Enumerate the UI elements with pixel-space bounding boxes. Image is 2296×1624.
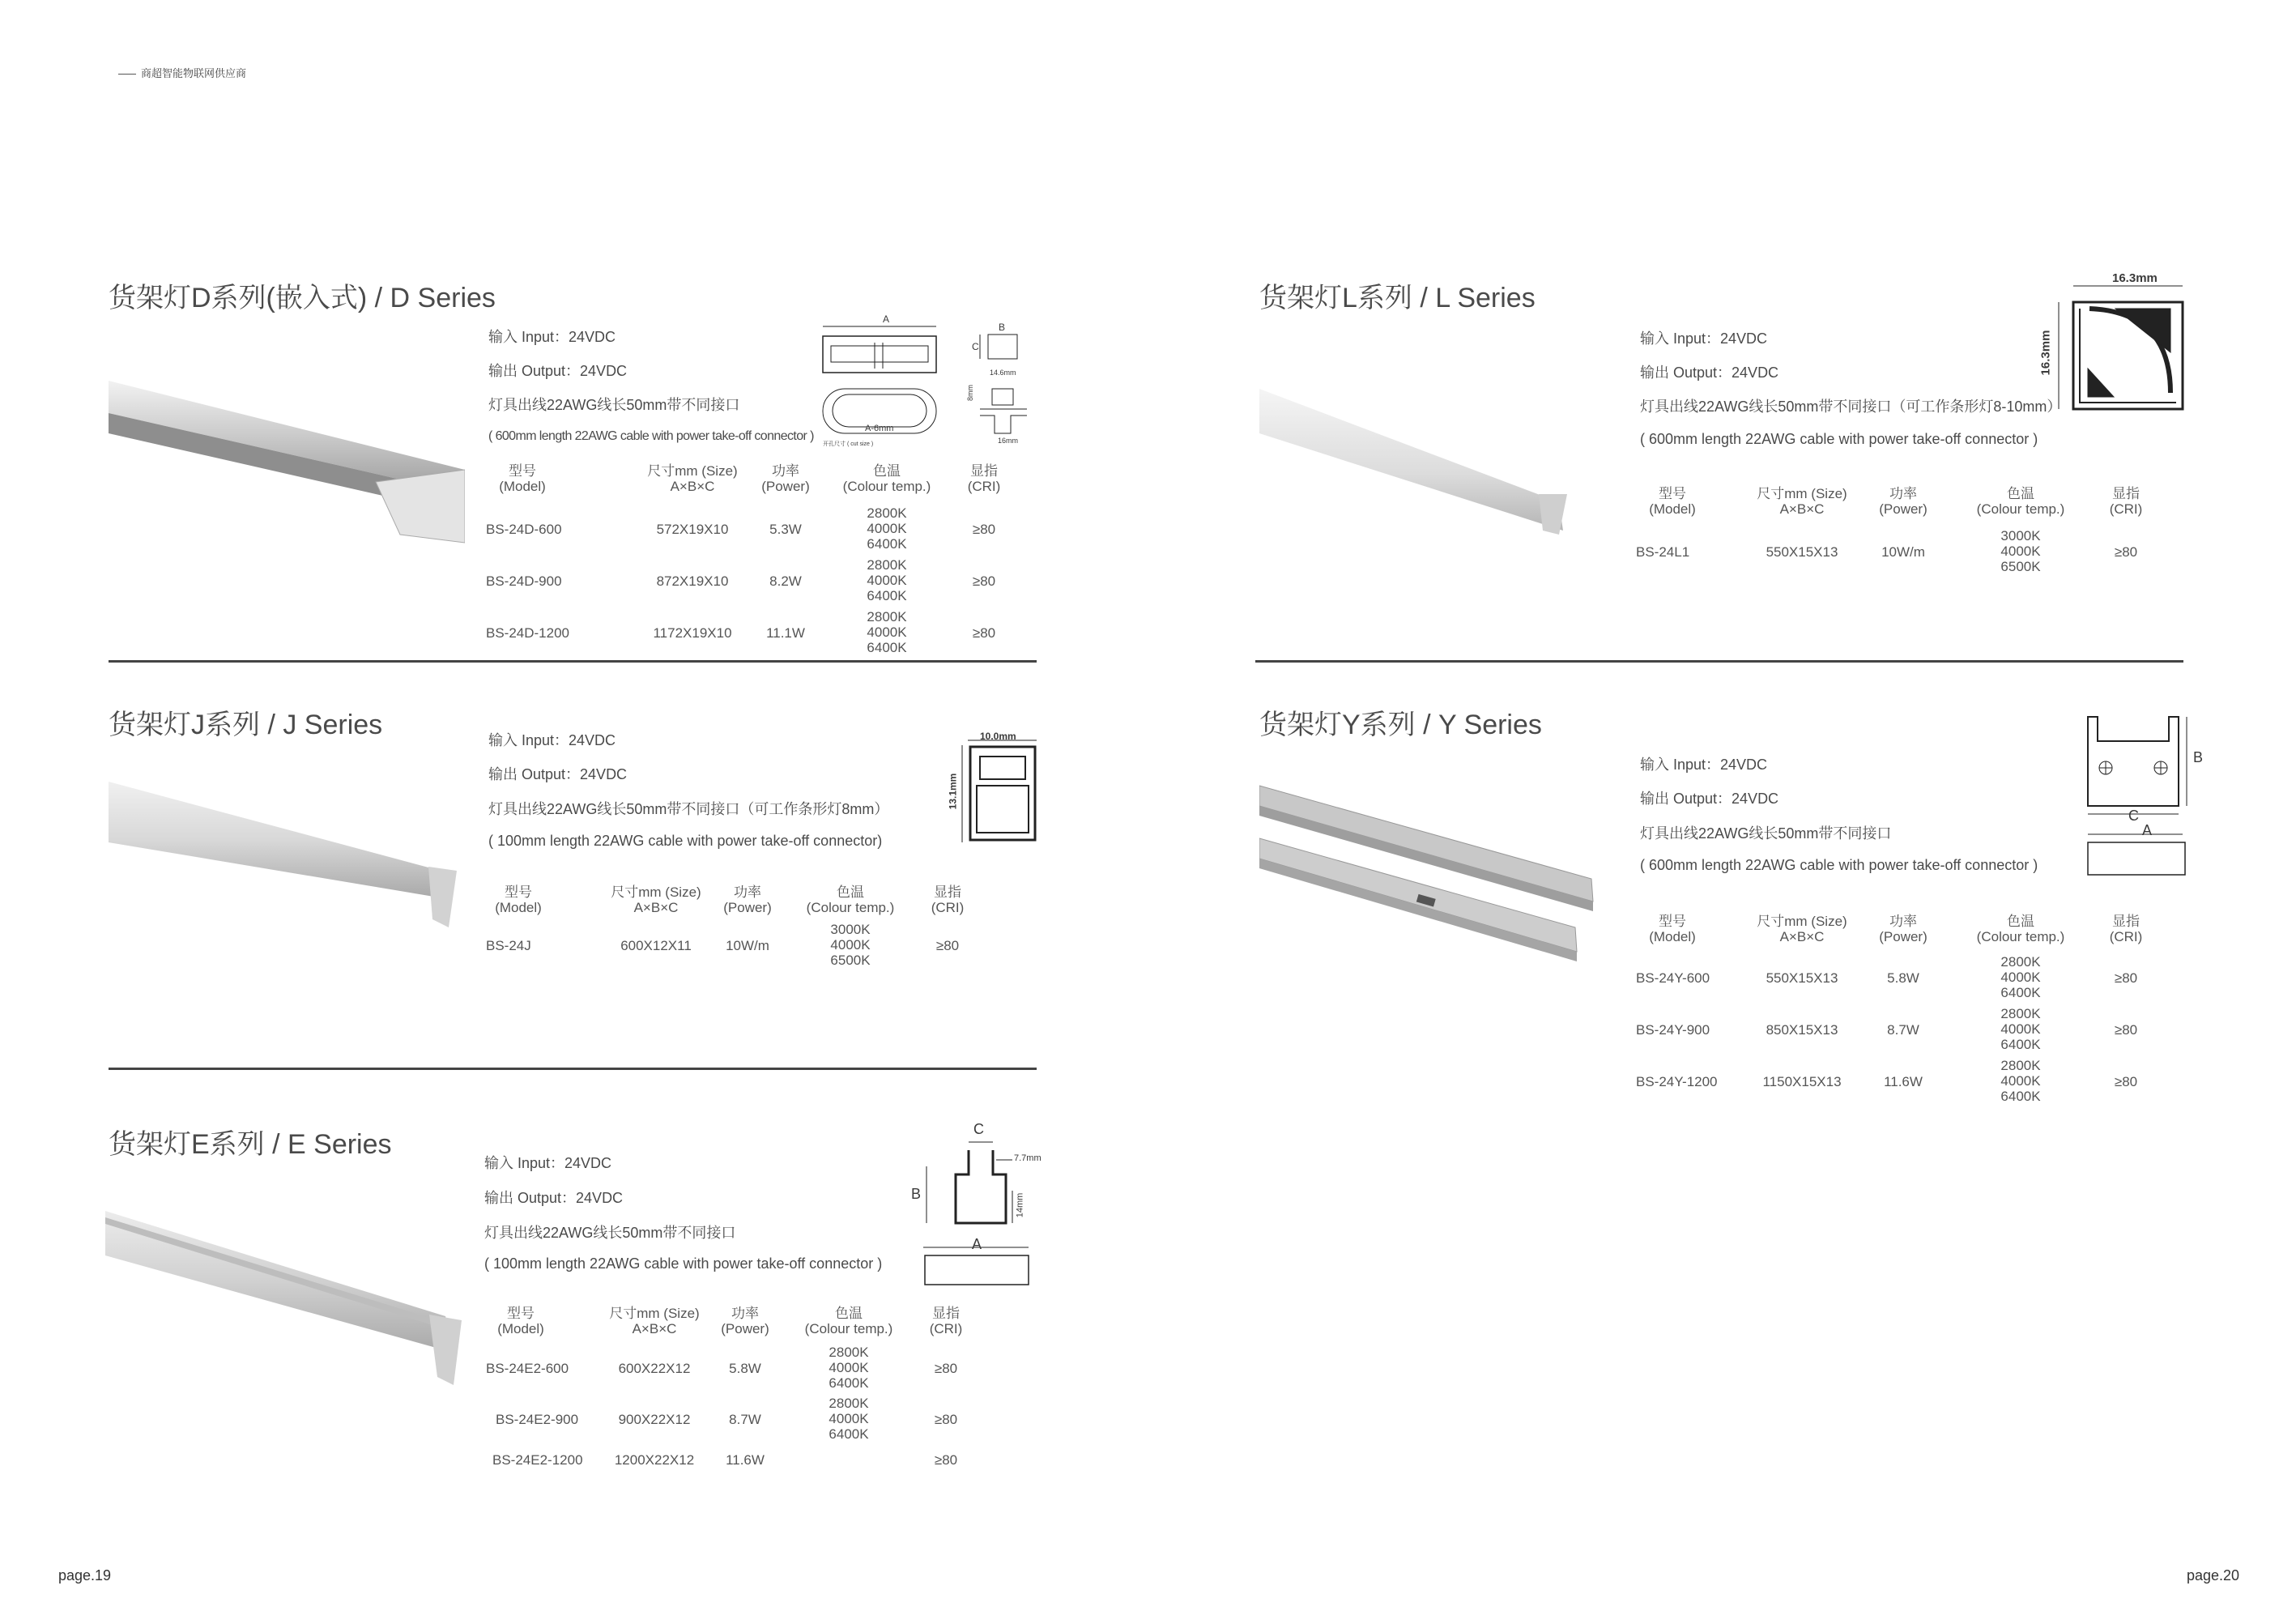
- d-section-divider: [109, 660, 1037, 663]
- j-series-product-image: [109, 782, 457, 944]
- l-spec-cable: 灯具出线22AWG线长50mm带不同接口（可工作条形灯8-10mm）: [1640, 399, 2062, 415]
- e-diagram-label-height: 14mm: [1015, 1192, 1025, 1218]
- e-spec-cable: 灯具出线22AWG线长50mm带不同接口: [484, 1225, 736, 1241]
- e-spec-input: 输入 Input：24VDC: [484, 1155, 612, 1171]
- j-spec-output: 输出 Output：24VDC: [488, 766, 628, 782]
- e-diagram-label-c: C: [973, 1121, 984, 1137]
- l-series-diagram: [2038, 271, 2195, 421]
- e-series-title: 货架灯E系列 / E Series: [109, 1129, 392, 1160]
- d-series-product-image: [109, 373, 465, 567]
- j-spec-input: 输入 Input：24VDC: [488, 732, 616, 748]
- j-spec-cable: 灯具出线22AWG线长50mm带不同接口（可工作条形灯8mm）: [488, 801, 889, 817]
- y-series-diagram: [2081, 713, 2211, 891]
- table-row: BS-24J 600X12X11 10W/m 3000K 4000K 6500K ≥80: [486, 922, 960, 968]
- table-row: BS-24E2-600 600X22X12 5.8W 2800K 4000K 6400K ≥80: [486, 1345, 958, 1391]
- y-diagram-label-b: B: [2193, 749, 2204, 765]
- d-diagram-label-height: 8mm: [966, 385, 974, 401]
- l-spec-cable-en: ( 600mm length 22AWG cable with power take-off connector ): [1640, 431, 2038, 447]
- d-series-diagram: [818, 313, 1053, 454]
- d-spec-input: 输入 Input：24VDC: [488, 329, 616, 345]
- j-table-header: 型号 (Model) 尺寸mm (Size) A×B×C 功率 (Power) 色温 (Colour temp.) 显指 (CRI): [495, 884, 965, 915]
- d-diagram-note: 开孔尺寸 ( cut size ): [823, 441, 874, 447]
- j-section-divider: [109, 1068, 1037, 1070]
- d-spec-cable: 灯具出线22AWG线长50mm带不同接口: [488, 397, 740, 413]
- e-diagram-label-a: A: [972, 1236, 982, 1252]
- brand-line: 商超智能物联网供应商: [118, 65, 246, 80]
- y-spec-input: 输入 Input：24VDC: [1640, 757, 1768, 773]
- table-row: BS-24Y-900 850X15X13 8.7W 2800K 4000K 6400K ≥80: [1636, 1006, 2138, 1052]
- l-table-header: 型号 (Model) 尺寸mm (Size) A×B×C 功率 (Power) 色温 (Colour temp.) 显指 (CRI): [1649, 486, 2143, 517]
- table-row: BS-24Y-600 550X15X13 5.8W 2800K 4000K 6400K ≥80: [1636, 954, 2138, 1000]
- l-diagram-label-height: 16.3mm: [2038, 330, 2053, 376]
- table-row: BS-24E2-1200 1200X22X12 11.6W ≥80: [492, 1452, 958, 1468]
- d-series-title: 货架灯D系列(嵌入式) / D Series: [109, 283, 496, 313]
- e-spec-cable-en: ( 100mm length 22AWG cable with power take-off connector ): [484, 1255, 883, 1272]
- y-series-product-image: [1259, 782, 1600, 984]
- d-spec-output: 输出 Output：24VDC: [488, 363, 628, 379]
- l-diagram-label-width: 16.3mm: [2112, 271, 2158, 285]
- table-row: BS-24D-600 572X19X10 5.3W 2800K 4000K 6400K ≥80: [486, 505, 996, 552]
- d-diagram-label-b: B: [999, 322, 1006, 333]
- y-series-title: 货架灯Y系列 / Y Series: [1259, 710, 1542, 740]
- d-diagram-label-width: 14.6mm: [990, 369, 1016, 377]
- e-diagram-label-b: B: [911, 1186, 922, 1202]
- table-row: BS-24E2-900 900X22X12 8.7W 2800K 4000K 6400K ≥80: [496, 1396, 958, 1442]
- j-spec-cable-en: ( 100mm length 22AWG cable with power take-off connector): [488, 833, 883, 849]
- table-row: BS-24D-1200 1172X19X10 11.1W 2800K 4000K 6400K ≥80: [486, 609, 996, 655]
- d-diagram-label-a6: A-6mm: [865, 424, 894, 433]
- y-table-header: 型号 (Model) 尺寸mm (Size) A×B×C 功率 (Power) 色温 (Colour temp.) 显指 (CRI): [1649, 914, 2143, 944]
- page-number-right: page.20: [2187, 1567, 2240, 1584]
- d-diagram-label-c: C: [972, 341, 979, 352]
- d-table-header: 型号 (Model) 尺寸mm (Size) A×B×C 功率 (Power) 色温 (Colour temp.) 显指 (CRI): [499, 463, 1001, 494]
- y-diagram-label-c: C: [2128, 808, 2139, 824]
- j-series-title: 货架灯J系列 / J Series: [109, 710, 383, 740]
- l-series-title: 货架灯L系列 / L Series: [1259, 283, 1536, 313]
- e-diagram-label-width: 7.7mm: [1014, 1153, 1042, 1163]
- page-number-left: page.19: [58, 1567, 112, 1584]
- j-series-diagram: [931, 729, 1045, 855]
- e-table-header: 型号 (Model) 尺寸mm (Size) A×B×C 功率 (Power) 色温 (Colour temp.) 显指 (CRI): [497, 1306, 963, 1336]
- d-diagram-label-a: A: [883, 313, 890, 325]
- y-diagram-label-a: A: [2142, 822, 2153, 838]
- l-series-product-image: [1259, 381, 1567, 543]
- table-row: BS-24Y-1200 1150X15X13 11.6W 2800K 4000K 6400K ≥80: [1636, 1058, 2138, 1104]
- j-diagram-label-height: 13.1mm: [947, 773, 959, 810]
- e-series-diagram: [911, 1121, 1045, 1300]
- y-spec-cable-en: ( 600mm length 22AWG cable with power take-off connector ): [1640, 857, 2038, 873]
- l-spec-output: 输出 Output：24VDC: [1640, 364, 1779, 381]
- e-spec-output: 输出 Output：24VDC: [484, 1190, 624, 1206]
- d-diagram-label-cut-width: 16mm: [998, 437, 1019, 445]
- j-diagram-label-width: 10.0mm: [980, 731, 1016, 742]
- l-section-divider: [1255, 660, 2183, 663]
- y-spec-output: 输出 Output：24VDC: [1640, 791, 1779, 807]
- l-spec-input: 输入 Input：24VDC: [1640, 330, 1768, 347]
- y-spec-cable: 灯具出线22AWG线长50mm带不同接口: [1640, 825, 1892, 842]
- table-row: BS-24D-900 872X19X10 8.2W 2800K 4000K 6400K ≥80: [486, 557, 996, 603]
- d-spec-cable-en: ( 600mm length 22AWG cable with power take-off connector ): [488, 429, 814, 443]
- e-series-product-image: [105, 1211, 462, 1405]
- table-row: BS-24L1 550X15X13 10W/m 3000K 4000K 6500K ≥80: [1636, 528, 2138, 574]
